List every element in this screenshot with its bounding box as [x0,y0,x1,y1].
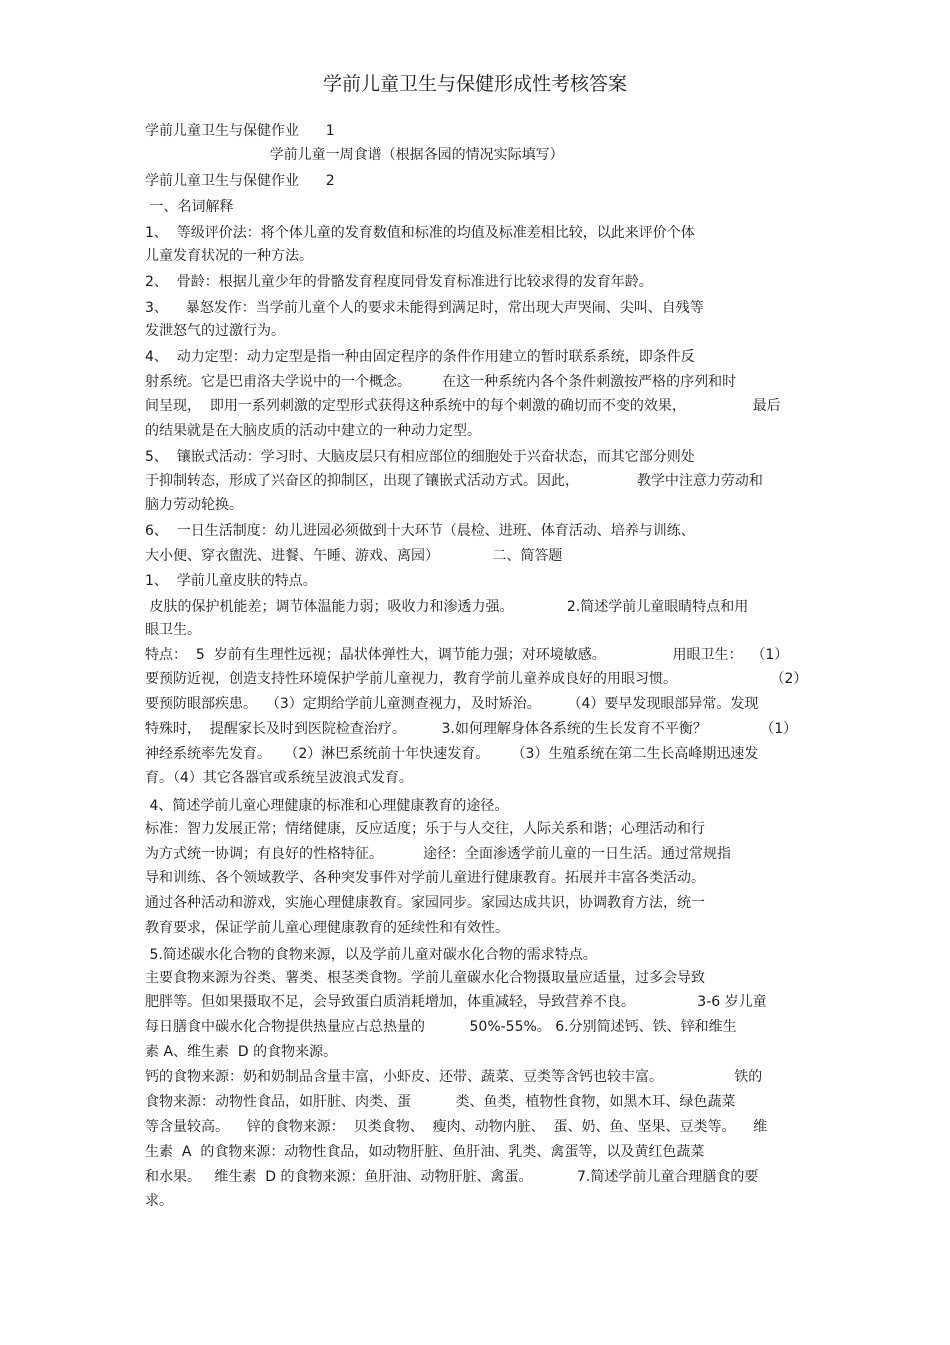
text-line: 通过各种活动和游戏，实施心理健康教育。家园同步。家园达成共识，协调教育方法，统一 [145,895,705,911]
text-line: 1、 学前儿童皮肤的特点。 [145,573,317,589]
text-line: 发泄怒气的过激行为。 [145,323,285,339]
text-line: 神经系统率先发育。 （2）淋巴系统前十年快速发育。 （3）生殖系统在第二生长高峰期迅速发 [145,746,759,762]
text-line: 学前儿童卫生与保健作业 1 [145,123,335,139]
text-line: 求。 [145,1193,173,1209]
section-heading: 一、名词解释 [145,199,234,215]
text-line: 每日膳食中碳水化合物提供热量应占总热量的 50%-55%。 6.分别简述钙、铁、锌和维生 [145,1019,737,1035]
text-line: 脑力劳动轮换。 [145,497,243,513]
text-line: 要预防眼部疾患。 （3）定期给学前儿童测查视力，及时矫治。 （4）要早发现眼部异常。发现 [145,696,759,712]
text-line: 钙的食物来源：奶和奶制品含量丰富，小虾皮、还带、蔬菜、豆类等含钙也较丰富。 铁的 [145,1069,763,1085]
text-line: 特点： 5 岁前有生理性远视；晶状体弹性大，调节能力强；对环境敏感。 用眼卫生： （1） [145,647,789,663]
text-line: 儿童发育状况的一种方法。 [145,248,313,264]
text-line: 皮肤的保护机能差；调节体温能力弱；吸收力和渗透力强。 2.简述学前儿童眼睛特点和用 [145,599,749,615]
text-line: 要预防近视，创造支持性环境保护学前儿童视力，教育学前儿童养成良好的用眼习惯。 （2） [145,671,808,687]
text-line: 5.简述碳水化合物的食物来源，以及学前儿童对碳水化合物的需求特点。 [145,947,597,963]
text-line: 标准：智力发展正常；情绪健康，反应适度；乐于与人交往，人际关系和谐；心理活动和行 [145,821,705,837]
text-line: 2、 骨龄：根据儿童少年的骨骼发育程度同骨发育标准进行比较求得的发育年龄。 [145,274,653,290]
text-line: 3、 暴怒发作：当学前儿童个人的要求未能得到满足时，常出现大声哭闹、尖叫、自残等 [145,300,704,316]
text-line: 5、 镶嵌式活动：学习时、大脑皮层只有相应部位的细胞处于兴奋状态，而其它部分则处 [145,449,695,465]
text-line: 生素 A 的食物来源：动物性食品，如动物肝脏、鱼肝油、乳类、禽蛋等，以及黄红色蔬菜 [145,1144,705,1160]
text-line: 育。（4）其它各器官或系统呈波浪式发育。 [145,770,413,786]
text-line: 肥胖等。但如果摄取不足，会导致蛋白质消耗增加，体重减轻，导致营养不良。 3-6 岁儿童 [145,994,767,1010]
text-line: 大小便、穿衣盥洗、进餐、午睡、游戏、离园） 二、简答题 [145,548,563,564]
text-line: 为方式统一协调；有良好的性格特征。 途径：全面渗透学前儿童的一日生活。通过常规指 [145,846,732,862]
text-line: 4、简述学前儿童心理健康的标准和心理健康教育的途径。 [145,798,509,814]
text-line: 食物来源：动物性食品，如肝脏、肉类、蛋 类、鱼类，植物性食物，如黑木耳、绿色蔬菜 [145,1094,736,1110]
document-title: 学前儿童卫生与保健形成性考核答案 [322,73,627,95]
text-line: 特殊时， 提醒家长及时到医院检查治疗。 3.如何理解身体各系统的生长发育不平衡？ （1） [145,721,798,737]
text-line: 学前儿童卫生与保健作业 2 [145,173,335,189]
text-line: 间呈现， 即用一系列刺激的定型形式获得这种系统中的每个刺激的确切而不变的效果， 最后 [145,398,781,414]
text-line: 主要食物来源为谷类、薯类、根茎类食物。学前儿童碳水化合物摄取量应适量，过多会导致 [145,970,705,986]
text-line: 1、 等级评价法：将个体儿童的发育数值和标准的均值及标准差相比较，以此来评价个体 [145,225,695,241]
text-line: 和水果。 维生素 D 的食物来源：鱼肝油、动物肝脏、禽蛋。 7.简述学前儿童合理膳食的要 [145,1169,759,1185]
text-line: 6、 一日生活制度：幼儿进园必须做到十大环节（晨检、进班、体育活动、培养与训练、 [145,523,695,539]
text-line: 教育要求，保证学前儿童心理健康教育的延续性和有效性。 [145,920,509,936]
text-line: 射系统。它是巴甫洛夫学说中的一个概念。 在这一种系统内各个条件刺激按严格的序列和时 [145,374,737,390]
text-line: 导和训练、各个领域教学、各种突发事件对学前儿童进行健康教育。拓展并丰富各类活动。 [145,870,705,886]
text-line: 等含量较高。 锌的食物来源： 贝类食物、 瘦肉、动物内脏、 蛋、奶、鱼、坚果、豆类等。 维 [145,1119,768,1135]
text-line: 学前儿童一周食谱（根据各园的情况实际填写） [145,147,564,163]
text-line: 眼卫生。 [145,622,201,638]
text-line: 的结果就是在大脑皮质的活动中建立的一种动力定型。 [145,423,481,439]
text-line: 4、 动力定型：动力定型是指一种由固定程序的条件作用建立的暂时联系系统，即条件反 [145,349,695,365]
text-line: 于抑制转态，形成了兴奋区的抑制区，出现了镶嵌式活动方式。因此， 教学中注意力劳动和 [145,473,763,489]
text-line: 素 A、维生素 D 的食物来源。 [145,1044,338,1060]
